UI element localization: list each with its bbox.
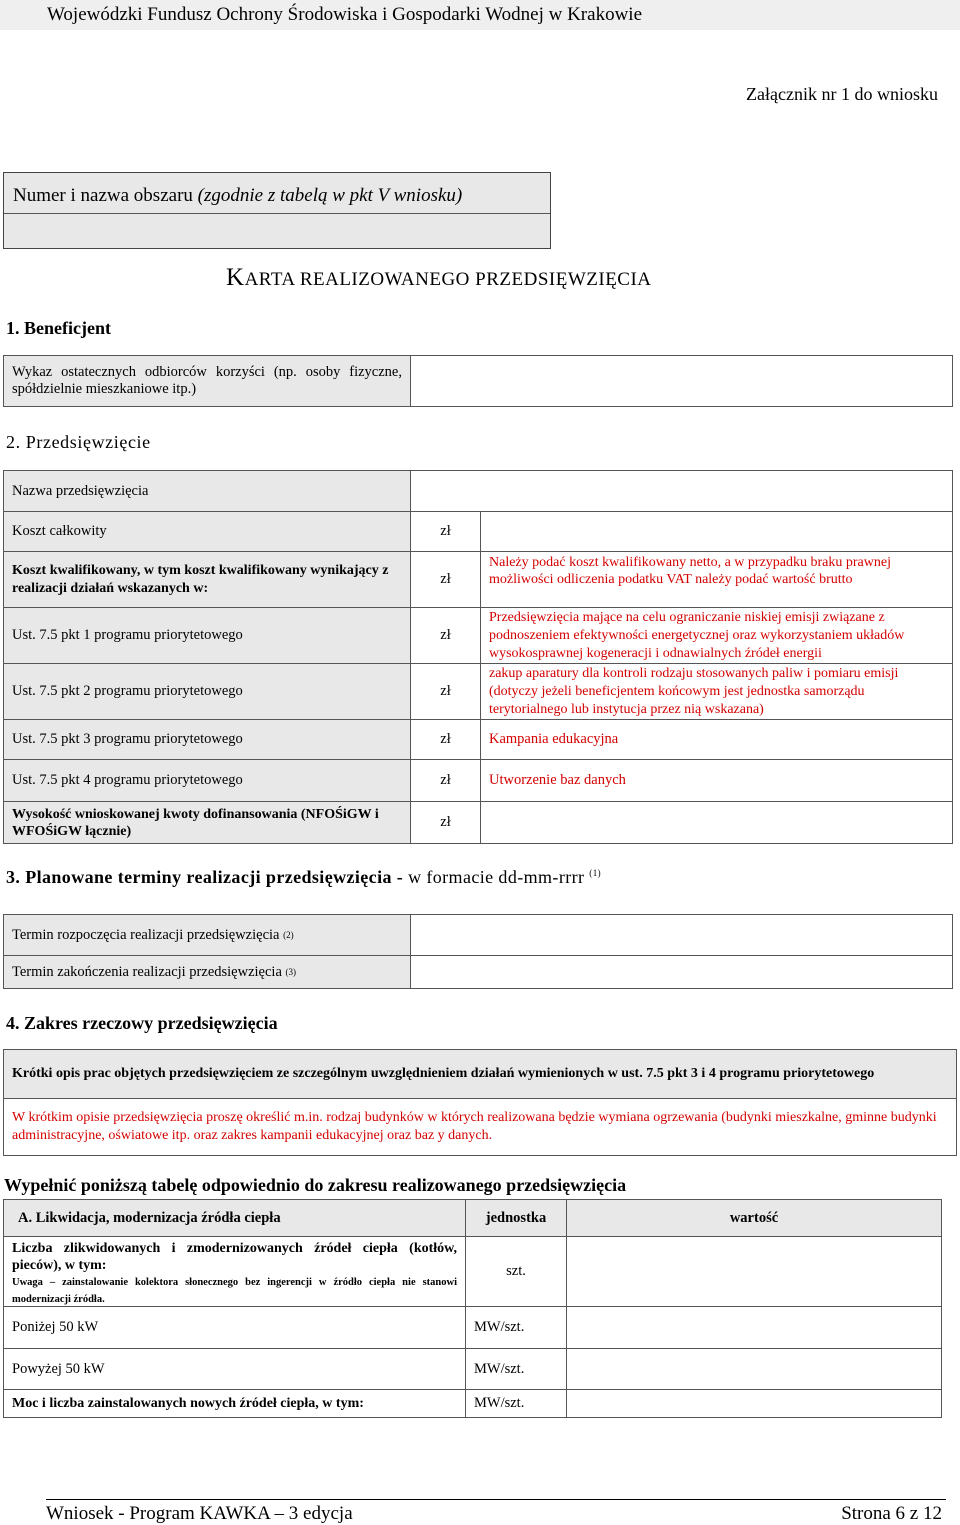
end-date-label: Termin zakończenia realizacji przedsięwzięcia (3) [3, 955, 411, 989]
project-name-label: Nazwa przedsięwzięcia [3, 470, 411, 512]
grant-amount-field[interactable]: zł [410, 801, 481, 844]
ust1-label: Ust. 7.5 pkt 1 programu priorytetowego [3, 607, 411, 664]
document-title: KARTA REALIZOWANEGO PRZEDSIĘWZIĘCIA [226, 264, 652, 291]
beneficiaries-list-label: Wykaz ostatecznych odbiorców korzyści (np. osoby fizyczne, spółdzielnie mieszkaniowe itp.) [3, 355, 411, 407]
footer-divider [46, 1499, 946, 1500]
table-row-label: Poniżej 50 kW [3, 1306, 466, 1349]
area-label: Numer i nazwa obszaru (zgodnie z tabelą w pkt V wniosku) [13, 185, 463, 206]
table-row-label: Liczba zlikwidowanych i zmodernizowanych źródeł ciepła (kotłów, pieców), w tym: [12, 1241, 457, 1273]
table-row-unit: szt. [465, 1236, 567, 1307]
table-header-unit: jednostka [465, 1199, 567, 1237]
table-header-a: A. Likwidacja, modernizacja źródła ciepła [3, 1199, 466, 1237]
ust1-note: Przedsięwzięcia mające na celu ograniczanie niskiej emisji związane z podnoszeniem efektywności energetycznej oraz wykorzystaniem układów wysokosprawnej kogeneracji i odnawialnych źródeł energii [480, 607, 953, 664]
footer-page-number: Strona 6 z 12 [841, 1503, 942, 1524]
section4-heading: 4. Zakres rzeczowy przedsięwzięcia [6, 1013, 278, 1033]
table-row-value[interactable] [566, 1306, 942, 1349]
total-cost-field[interactable]: zł [410, 511, 481, 552]
section1-heading: 1. Beneficjent [6, 318, 111, 338]
ust4-note: Utworzenie baz danych [480, 759, 953, 802]
ust2-note: zakup aparatury dla kontroli rodzaju stosowanych paliw i pomiaru emisji (dotyczy jeżeli beneficjentem końcowym jest jednostka samorządu terytorialnego lub instytucja przez nią wskazana) [480, 663, 953, 720]
footer-left: Wniosek - Program KAWKA – 3 edycja [46, 1503, 353, 1524]
eligible-cost-note: Należy podać koszt kwalifikowany netto, a w przypadku braku prawnej możliwości odliczenia podatku VAT należy podać wartość brutto [480, 551, 953, 608]
table-row-label: Moc i liczba zainstalowanych nowych źródeł ciepła, w tym: [3, 1389, 466, 1418]
ust2-field[interactable]: zł [410, 663, 481, 720]
ust4-field[interactable]: zł [410, 759, 481, 802]
table-row-unit: MW/szt. [465, 1306, 567, 1349]
total-cost-note [480, 511, 953, 552]
table-row [3, 1236, 466, 1307]
header-org: Wojewódzki Fundusz Ochrony Środowiska i Gospodarki Wodnej w Krakowie [47, 4, 643, 25]
eligible-cost-field[interactable]: zł [410, 551, 481, 608]
description-label: Krótki opis prac objętych przedsięwzięciem ze szczególnym uwzględnieniem działań wymienionych w ust. 7.5 pkt 3 i 4 programu priorytetowego [3, 1049, 957, 1099]
description-field[interactable]: W krótkim opisie przedsięwzięcia proszę określić m.in. rodzaj budynków w których realizowana będzie wymiana ogrzewania (budynki mieszkalne, gminne budynki administracyjne, oświatowe itp. oraz zakres kampanii edukacyjnej oraz baz y danych. [3, 1098, 957, 1156]
table-row-value[interactable] [566, 1236, 942, 1307]
fill-table-heading: Wypełnić poniższą tabelę odpowiednio do zakresu realizowanego przedsięwzięcia [4, 1175, 627, 1195]
area-box [3, 172, 551, 249]
ust2-label: Ust. 7.5 pkt 2 programu priorytetowego [3, 663, 411, 720]
table-row-note: Uwaga – zainstalowanie kolektora słonecznego bez ingerencji w źródło ciepła nie stanowi modernizacji źródła. [12, 1277, 457, 1305]
table-row-value[interactable] [566, 1389, 942, 1418]
table-row-unit: MW/szt. [465, 1389, 567, 1418]
project-name-field[interactable] [410, 470, 953, 512]
page-header [0, 0, 960, 30]
annex-label: Załącznik nr 1 do wniosku [746, 84, 938, 104]
table-header-value: wartość [566, 1199, 942, 1237]
total-cost-label: Koszt całkowity [3, 511, 411, 552]
table-row-label: Powyżej 50 kW [3, 1348, 466, 1390]
end-date-field[interactable] [410, 955, 953, 989]
table-row-unit: MW/szt. [465, 1348, 567, 1390]
grant-amount-label: Wysokość wnioskowanej kwoty dofinansowania (NFOŚiGW i WFOŚiGW łącznie) [3, 801, 411, 844]
beneficiaries-list-field[interactable] [410, 355, 953, 407]
eligible-cost-label: Koszt kwalifikowany, w tym koszt kwalifikowany wynikający z realizacji działań wskazanych w: [3, 551, 411, 608]
ust4-label: Ust. 7.5 pkt 4 programu priorytetowego [3, 759, 411, 802]
ust3-note: Kampania edukacyjna [480, 719, 953, 760]
start-date-label: Termin rozpoczęcia realizacji przedsięwzięcia (2) [3, 914, 411, 956]
ust3-label: Ust. 7.5 pkt 3 programu priorytetowego [3, 719, 411, 760]
start-date-field[interactable] [410, 914, 953, 956]
table-row-value[interactable] [566, 1348, 942, 1390]
section3-heading: 3. Planowane terminy realizacji przedsięwzięcia - w formacie dd-mm-rrrr $^{(1)}$ [6, 867, 601, 887]
grant-amount-note [480, 801, 953, 844]
ust3-field[interactable]: zł [410, 719, 481, 760]
ust1-field[interactable]: zł [410, 607, 481, 664]
section2-heading: 2. Przedsięwzięcie [6, 432, 151, 452]
